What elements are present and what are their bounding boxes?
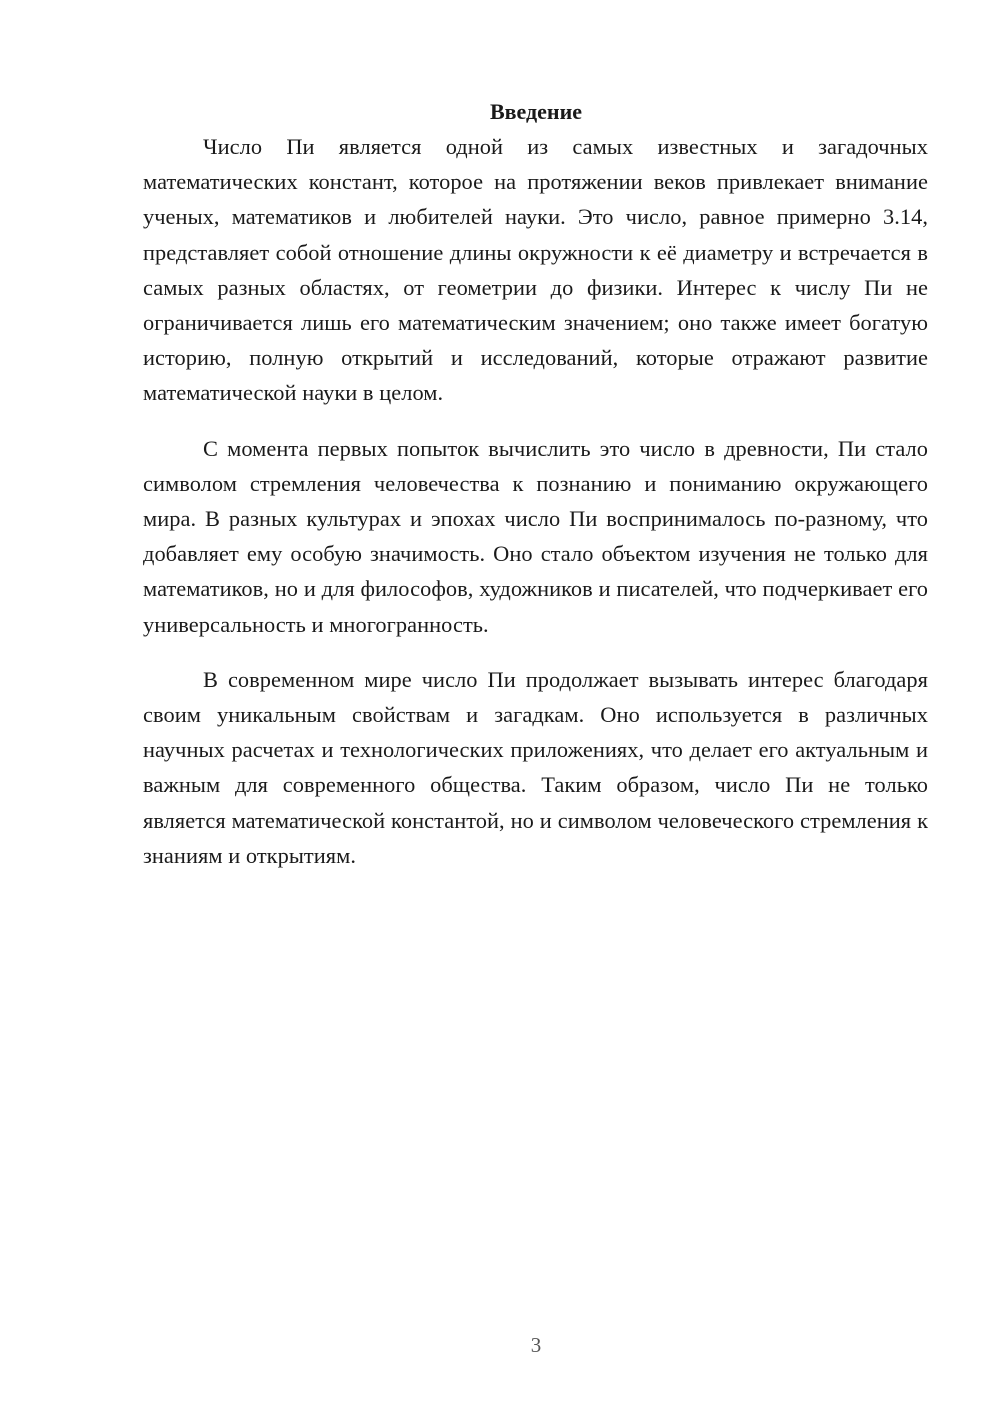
section-title: Введение <box>489 99 583 124</box>
page-number: 3 <box>530 1333 542 1357</box>
paragraph-3: В современном мире число Пи продолжает вызывать интерес благодаря своим уникальным свойствам и загадкам. Оно используется в различных научных расчетах и технологических приложениях, что делает его актуальным и важным для современного общества. Таким образом, число Пи не только является математической константой, но и символом человеческого стремления к знаниям и открытиям. <box>143 666 928 868</box>
paragraph-1: Число Пи является одной из самых известных и загадочных математических констант, которое на протяжении веков привлекает внимание ученых, математиков и любителей науки. Это число, равное примерно 3.14, представляет собой отношение длины окружности к её диаметру и встречается в самых разных областях, от геометрии до физики. Интерес к числу Пи не ограничивается лишь его математическим значением; оно также имеет богатую историю, полную открытий и исследований, которые отражают развитие математической науки в целом. <box>143 134 928 406</box>
paragraph-2: С момента первых попыток вычислить это число в древности, Пи стало символом стремления человечества к познанию и пониманию окружающего мира. В разных культурах и эпохах число Пи воспринималось по-разному, что добавляет ему особую значимость. Оно стало объектом изучения не только для математиков, но и для философов, художников и писателей, что подчеркивает его универсальность и многогранность. <box>143 435 928 637</box>
page-content <box>143 94 928 893</box>
